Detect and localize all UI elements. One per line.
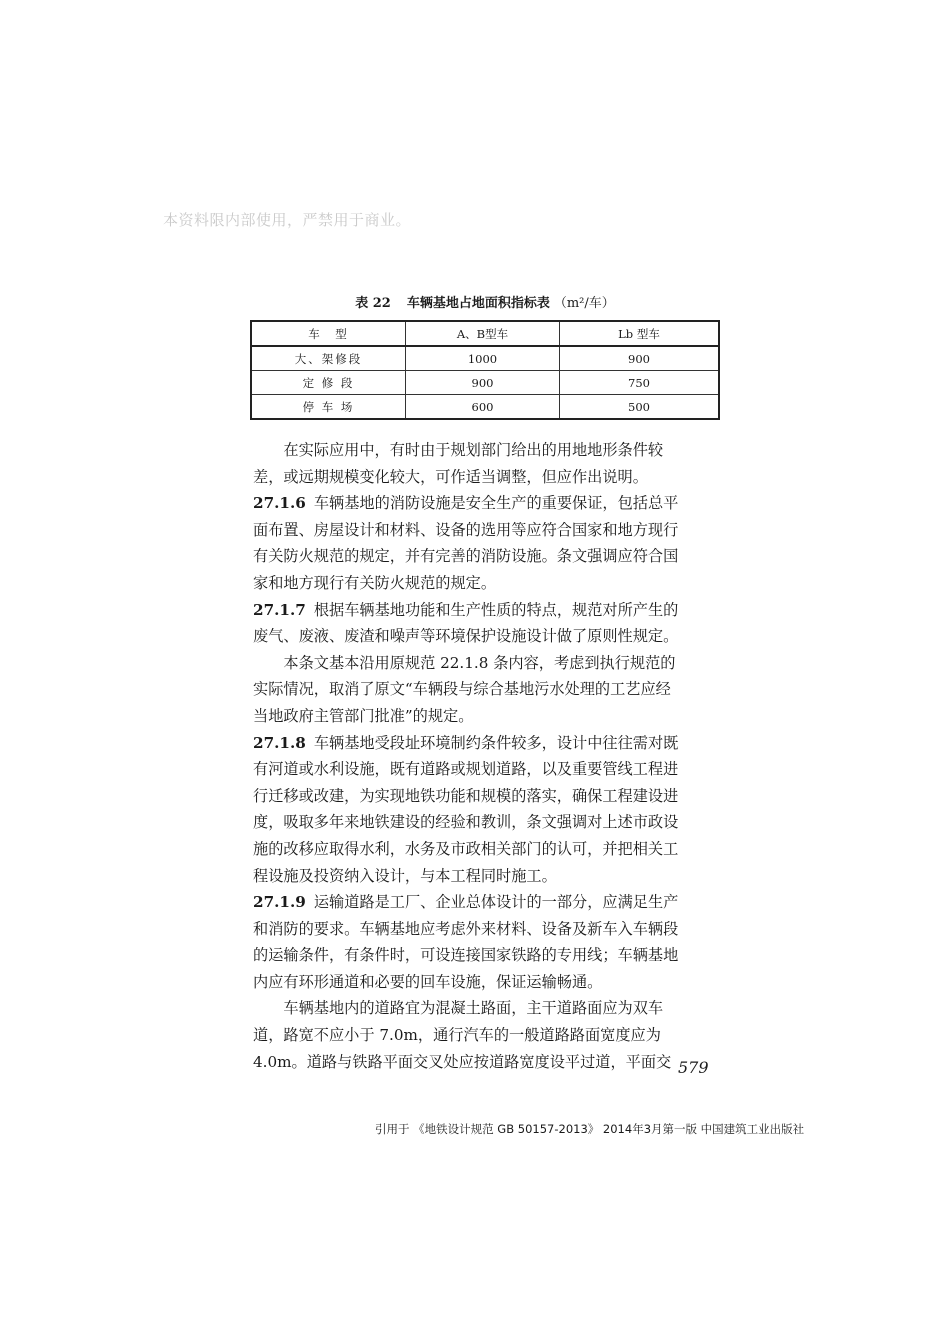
table-row bbox=[251, 346, 719, 371]
line-text: 程设施及投资纳入设计，与本工程同时施工。 bbox=[253, 866, 557, 885]
text-line bbox=[253, 889, 723, 916]
table-number: 表 22 bbox=[355, 296, 391, 311]
text-line bbox=[253, 809, 723, 836]
body-text bbox=[253, 437, 723, 1075]
table-header-row bbox=[251, 321, 719, 346]
text-line bbox=[253, 756, 723, 783]
line-text: 4.0m。道路与铁路平面交叉处应按道路宽度设平过道，平面交 bbox=[253, 1052, 672, 1071]
text-line bbox=[253, 650, 723, 677]
line-text: 废气、废液、废渣和噪声等环境保护设施设计做了原则性规定。 bbox=[253, 627, 679, 646]
text-line bbox=[253, 676, 723, 703]
line-text: 行迁移或改建，为实现地铁功能和规模的落实，确保工程建设进 bbox=[253, 786, 679, 805]
line-text: 家和地方现行有关防火规范的规定。 bbox=[253, 573, 496, 592]
text-line bbox=[253, 517, 723, 544]
text-line bbox=[253, 783, 723, 810]
line-text: 在实际应用中，有时由于规划部门给出的用地地形条件较 bbox=[253, 441, 664, 459]
section-number: 27.1.9 bbox=[253, 893, 306, 912]
line-text: 和消防的要求。车辆基地应考虑外来材料、设备及新车入车辆段 bbox=[253, 919, 679, 938]
section-number: 27.1.7 bbox=[253, 600, 306, 619]
line-text: 车辆基地受段址环境制约条件较多，设计中往往需对既 bbox=[313, 733, 679, 752]
table-unit: （m²/车） bbox=[553, 296, 615, 311]
table-cell: 900 bbox=[560, 346, 720, 371]
line-text: 运输道路是工厂、企业总体设计的一部分，应满足生产 bbox=[313, 893, 679, 912]
line-text: 差，或远期规模变化较大，可作适当调整，但应作出说明。 bbox=[253, 467, 648, 486]
text-line bbox=[253, 916, 723, 943]
line-text: 车辆基地的消防设施是安全生产的重要保证，包括总平 bbox=[313, 494, 679, 513]
text-line bbox=[253, 490, 723, 517]
page-number: 579 bbox=[678, 1058, 709, 1077]
watermark-text: 本资料限内部使用，严禁用于商业。 bbox=[163, 211, 412, 229]
row-label: 停 车 场 bbox=[251, 395, 406, 420]
text-line bbox=[253, 437, 723, 464]
table-cell: 900 bbox=[406, 371, 560, 395]
header-cell: A、B型车 bbox=[406, 321, 560, 346]
line-text: 当地政府主管部门批准”的规定。 bbox=[253, 706, 474, 725]
line-text: 本条文基本沿用原规范 22.1.8 条内容，考虑到执行规范的 bbox=[253, 653, 676, 672]
text-line bbox=[253, 703, 723, 730]
line-text: 度，吸取多年来地铁建设的经验和教训，条文强调对上述市政设 bbox=[253, 813, 679, 832]
text-line bbox=[253, 597, 723, 624]
line-text: 实际情况，取消了原文“车辆段与综合基地污水处理的工艺应经 bbox=[253, 680, 671, 699]
line-text: 的运输条件，有条件时，可设连接国家铁路的专用线；车辆基地 bbox=[253, 946, 679, 965]
row-label: 定 修 段 bbox=[251, 371, 406, 395]
text-line bbox=[253, 863, 723, 890]
text-line bbox=[253, 730, 723, 757]
table-cell: 750 bbox=[560, 371, 720, 395]
table-cell: 1000 bbox=[406, 346, 560, 371]
section-number: 27.1.6 bbox=[253, 494, 306, 513]
line-text: 根据车辆基地功能和生产性质的特点，规范对所产生的 bbox=[313, 600, 679, 619]
text-line bbox=[253, 969, 723, 996]
table-cell: 500 bbox=[560, 395, 720, 420]
table-row bbox=[251, 395, 719, 420]
text-line bbox=[253, 1022, 723, 1049]
line-text: 道，路宽不应小于 7.0m，通行汽车的一般道路路面宽度应为 bbox=[253, 1026, 661, 1045]
text-line bbox=[253, 1049, 723, 1076]
line-text: 车辆基地内的道路宜为混凝土路面，主干道路面应为双车 bbox=[253, 999, 664, 1018]
table-caption bbox=[250, 292, 720, 311]
line-text: 面布置、房屋设计和材料、设备的选用等应符合国家和地方现行 bbox=[253, 520, 679, 539]
text-line bbox=[253, 995, 723, 1022]
header-cell: Lb 型车 bbox=[560, 321, 720, 346]
text-line bbox=[253, 942, 723, 969]
section-number: 27.1.8 bbox=[253, 733, 306, 752]
table-title: 车辆基地占地面积指标表 bbox=[406, 296, 550, 311]
text-line bbox=[253, 543, 723, 570]
citation-footer: 引用于 《地铁设计规范 GB 50157-2013》 2014年3月第一版 中国建筑工业出版社 bbox=[375, 1122, 805, 1136]
line-text: 有河道或水利设施，既有道路或规划道路，以及重要管线工程进 bbox=[253, 760, 679, 779]
line-text: 施的改移应取得水利，水务及市政相关部门的认可，并把相关工 bbox=[253, 839, 679, 858]
header-cell: 车 型 bbox=[251, 321, 406, 346]
text-line bbox=[253, 570, 723, 597]
line-text: 内应有环形通道和必要的回车设施，保证运输畅通。 bbox=[253, 972, 603, 991]
table-row bbox=[251, 371, 719, 395]
text-line bbox=[253, 623, 723, 650]
text-line bbox=[253, 836, 723, 863]
line-text: 有关防火规范的规定，并有完善的消防设施。条文强调应符合国 bbox=[253, 547, 679, 566]
area-index-table bbox=[250, 320, 720, 420]
table-cell: 600 bbox=[406, 395, 560, 420]
row-label: 大、架修段 bbox=[251, 346, 406, 371]
text-line bbox=[253, 464, 723, 491]
